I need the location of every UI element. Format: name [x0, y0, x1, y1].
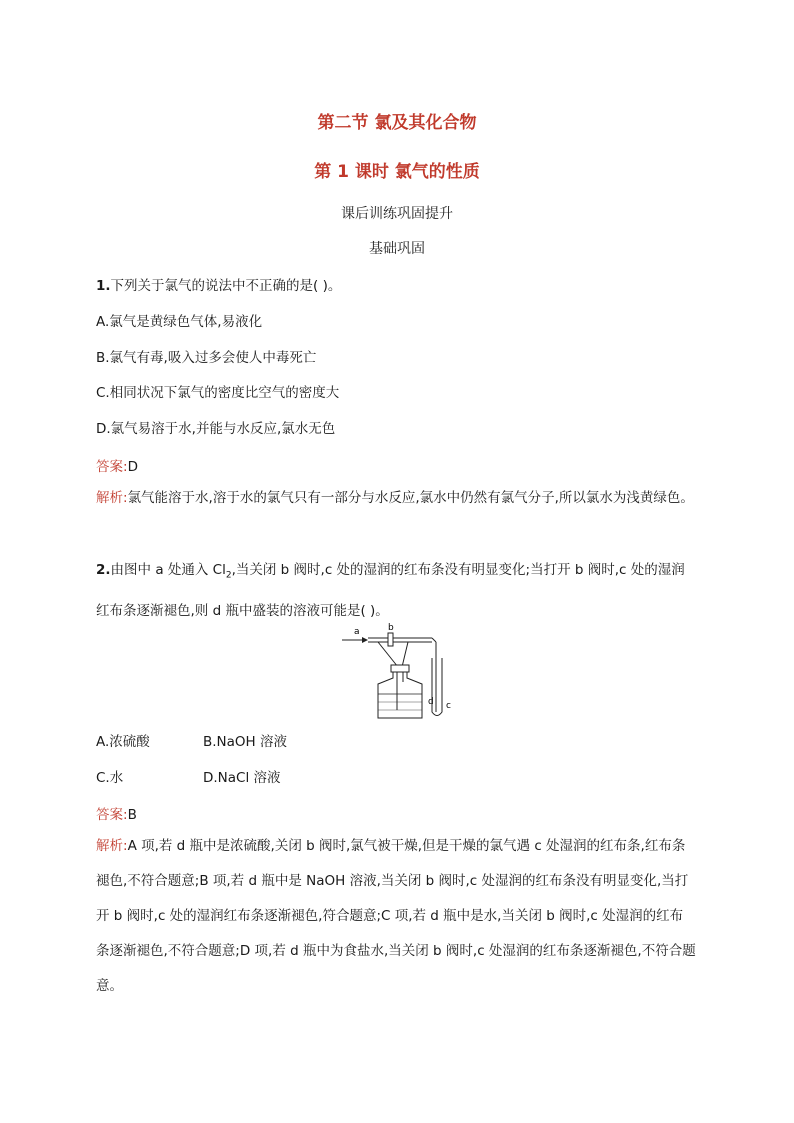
q1-option-d: D.氯气易溶于水,并能与水反应,氯水无色 — [96, 421, 336, 437]
arrow-head — [362, 637, 368, 643]
valve-b — [388, 633, 393, 646]
explanation-label: 解析: — [96, 490, 128, 506]
label-b: b — [388, 623, 394, 633]
q1-option-c: C.相同状况下氯气的密度比空气的密度大 — [96, 385, 340, 401]
branch-tube — [402, 642, 408, 667]
subscript: 2 — [225, 570, 232, 581]
question-stem-b: ,当关闭 b 阀时,c 处的湿润的红布条没有明显变化;当打开 b 阀时,c 处的湿润红布条逐渐褪色,则 d 瓶中盛装的溶液可能是( )。 — [96, 562, 685, 619]
q2-option-c: C.水 — [96, 770, 124, 786]
subtitle: 课后训练巩固提升 — [341, 206, 453, 222]
question-1 — [96, 274, 341, 294]
question-number: 2. — [96, 562, 111, 578]
q1-explanation — [96, 481, 696, 516]
answer-value: D — [127, 459, 138, 475]
section-title: 第二节 氯及其化合物 — [317, 113, 477, 133]
q1-option-b: B.氯气有毒,吸入过多会使人中毒死亡 — [96, 350, 317, 366]
level-heading: 基础巩固 — [369, 241, 425, 257]
answer-label: 答案: — [96, 807, 128, 823]
question-number: 1. — [96, 278, 111, 294]
outlet-tube — [432, 638, 436, 642]
explanation-label: 解析: — [96, 838, 128, 854]
stopper — [391, 665, 409, 672]
label-d: d — [428, 697, 434, 707]
q1-option-a: A.氯气是黄绿色气体,易液化 — [96, 314, 263, 330]
q2-option-b: B.NaOH 溶液 — [203, 734, 287, 750]
label-c: c — [446, 701, 451, 711]
answer-value: B — [127, 807, 137, 823]
q1-answer — [96, 455, 138, 475]
q2-option-a: A.浓硫酸 — [96, 734, 150, 750]
question-stem-a: 由图中 a 处通入 Cl — [110, 562, 226, 578]
apparatus-diagram — [340, 622, 460, 722]
lesson-title: 第 1 课时 氯气的性质 — [314, 162, 480, 182]
q2-answer — [96, 803, 137, 823]
label-a: a — [354, 627, 360, 637]
q2-explanation — [96, 829, 696, 1004]
explanation-text: A 项,若 d 瓶中是浓硫酸,关闭 b 阀时,氯气被干燥,但是干燥的氯气遇 c 处湿润的红布条,红布条褪色,不符合题意;B 项,若 d 瓶中是 NaOH 溶液,当关闭 b 阀时,c 处湿润的红布条没有明显变化,当打开 b 阀时,c 处的湿润红布条逐渐褪色,符合题意;C 项,若 d 瓶中是水,当关闭 b 阀时,c 处湿润的红布条逐渐褪色,不符合题意;D 项,若 d 瓶中为食盐水,当关闭 b 阀时,c 处湿润的红布条逐渐褪色,不符合题意。 — [96, 838, 696, 994]
answer-label: 答案: — [96, 459, 128, 475]
question-2 — [96, 553, 696, 629]
bottle-d — [378, 672, 422, 718]
q2-option-d: D.NaCl 溶液 — [203, 770, 281, 786]
explanation-text: 氯气能溶于水,溶于水的氯气只有一部分与水反应,氯水中仍然有氯气分子,所以氯水为浅黄绿色。 — [127, 490, 694, 506]
question-stem: 下列关于氯气的说法中不正确的是( )。 — [110, 278, 342, 294]
